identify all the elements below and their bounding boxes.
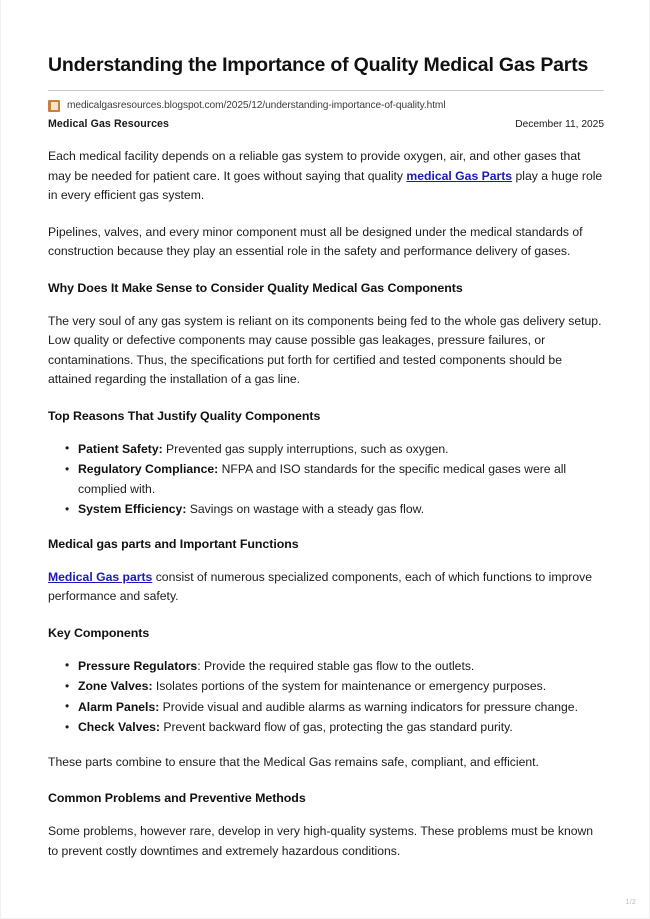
source-url[interactable]: medicalgasresources.blogspot.com/2025/12/understanding-importance-of-quality.html bbox=[67, 100, 446, 111]
heading-top-reasons: Top Reasons That Justify Quality Components bbox=[48, 408, 321, 423]
paragraph-parts-combine: These parts combine to ensure that the Medical Gas remains safe, compliant, and efficient. bbox=[48, 754, 539, 769]
article-content bbox=[48, 52, 604, 878]
paragraph-intro-text-2: play a huge role in every efficient gas system. bbox=[48, 168, 603, 202]
page-number: 1/2 bbox=[625, 899, 636, 906]
heading-parts-and-functions: Medical gas parts and Important Functions bbox=[48, 536, 299, 551]
list-item-desc: Isolates portions of the system for maintenance or emergency purposes. bbox=[152, 679, 547, 693]
list-item-term: Patient Safety: bbox=[78, 441, 163, 456]
list-item-desc: NFPA and ISO standards for the specific medical gases were all complied with. bbox=[78, 462, 567, 496]
list-item-term: Zone Valves: bbox=[78, 679, 153, 693]
paragraph-parts-consist bbox=[48, 568, 604, 607]
list-key-components bbox=[48, 657, 604, 738]
source-url-row bbox=[48, 100, 604, 112]
list-item bbox=[78, 440, 604, 460]
paragraph-pipelines: Pipelines, valves, and every minor component must all be designed under the medical standards of construction because they play an essential role in the safety and performance delivery of gases. bbox=[48, 224, 583, 258]
page-title: Understanding the Importance of Quality Medical Gas Parts bbox=[48, 54, 589, 76]
list-item-term: Alarm Panels: bbox=[78, 699, 160, 714]
list-item bbox=[78, 500, 604, 520]
publish-date: December 11, 2025 bbox=[515, 119, 604, 130]
list-item bbox=[78, 677, 604, 697]
list-item-desc: Prevented gas supply interruptions, such as oxygen. bbox=[162, 441, 449, 456]
list-item bbox=[78, 718, 604, 738]
site-name: Medical Gas Resources bbox=[48, 118, 170, 130]
paragraph-very-soul: The very soul of any gas system is reliant on its components being fed to the whole gas delivery setup. Low quality or defective components may cause possible gas leakages, pressure failures, or contaminations. Thus, the specifications put forth for certified and tested components should be attained regarding the installation of a gas line. bbox=[48, 313, 602, 386]
list-item-term: System Efficiency: bbox=[78, 502, 187, 516]
document-favicon-icon bbox=[48, 100, 60, 112]
paragraph-intro-text-1: Each medical facility depends on a reliable gas system to provide oxygen, air, and other gases that may be needed for patient care. It goes without saying that quality bbox=[48, 149, 581, 183]
paragraph-intro bbox=[48, 147, 604, 206]
list-item-desc: Savings on wastage with a steady gas flow. bbox=[186, 502, 425, 516]
list-item-term: Pressure Regulators bbox=[78, 658, 198, 673]
title-divider bbox=[48, 90, 604, 91]
paragraph-parts-consist-text: consist of numerous specialized components, each of which functions to improve performance and safety. bbox=[48, 569, 592, 603]
list-top-reasons bbox=[48, 440, 604, 520]
list-item-desc: Prevent backward flow of gas, protecting the gas standard purity. bbox=[159, 720, 513, 734]
paragraph-some-problems: Some problems, however rare, develop in very high-quality systems. These problems must be known to prevent costly downtimes and extremely hazardous conditions. bbox=[48, 824, 594, 858]
list-item bbox=[78, 657, 604, 677]
heading-why-quality-components: Why Does It Make Sense to Consider Quality Medical Gas Components bbox=[48, 280, 463, 295]
article-meta bbox=[48, 118, 604, 130]
list-item-desc: : Provide the required stable gas flow to the outlets. bbox=[197, 658, 475, 673]
list-item bbox=[78, 698, 604, 718]
medical-gas-parts-link-1[interactable]: medical Gas Parts bbox=[406, 168, 513, 183]
list-item-term: Regulatory Compliance: bbox=[78, 462, 219, 476]
heading-common-problems: Common Problems and Preventive Methods bbox=[48, 791, 306, 805]
medical-gas-parts-link-2[interactable]: Medical Gas parts bbox=[48, 569, 153, 584]
heading-key-components: Key Components bbox=[48, 625, 150, 640]
list-item-desc: Provide visual and audible alarms as warning indicators for pressure change. bbox=[159, 699, 578, 714]
list-item-term: Check Valves: bbox=[78, 720, 160, 734]
list-item bbox=[78, 460, 604, 499]
